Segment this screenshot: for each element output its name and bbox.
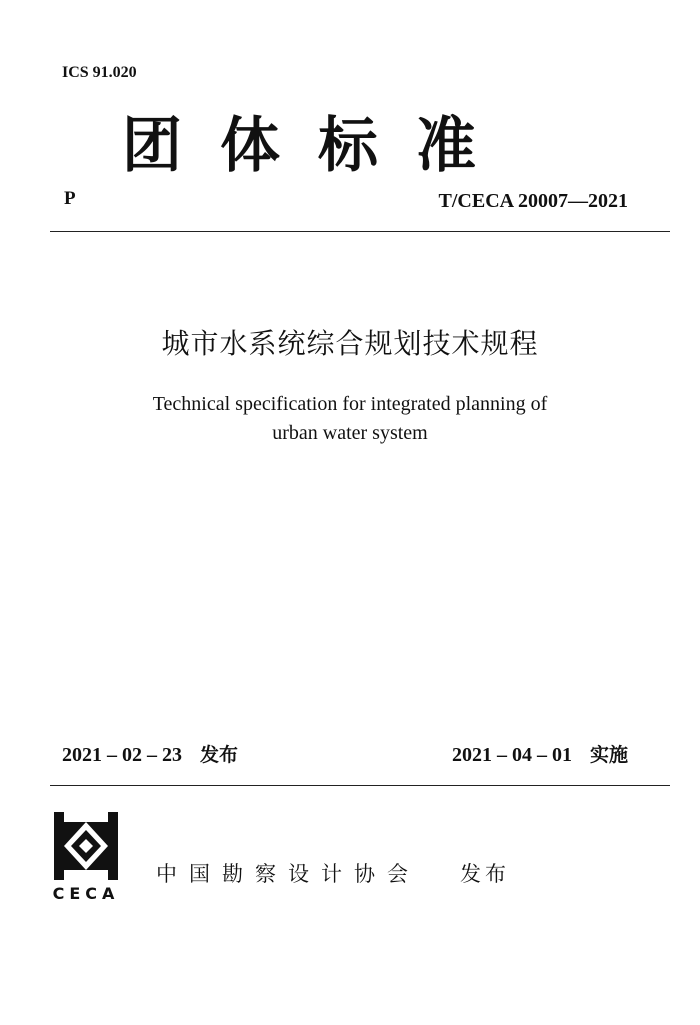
- english-title-line-1: Technical specification for integrated planning of: [152, 393, 548, 415]
- document-title-chinese: 城市水系统综合规划技术规程: [161, 327, 539, 360]
- implementation-date: 2021 – 04 – 01: [451, 744, 572, 766]
- publisher-action-label: 发布: [460, 862, 510, 886]
- top-divider: [50, 231, 670, 232]
- ics-code: ICS 91.020: [62, 64, 137, 81]
- category-code: P: [64, 188, 76, 209]
- standard-number: T/CECA 20007—2021: [438, 190, 628, 212]
- bottom-divider: [50, 785, 670, 786]
- english-title-line-2: urban water system: [272, 422, 428, 444]
- implementation-label: 实施: [589, 744, 628, 766]
- issue-date-row: [62, 740, 238, 767]
- publisher-name: 中国勘察设计协会: [156, 862, 420, 886]
- issue-label: 发布: [200, 744, 239, 766]
- document-title-english: [0, 390, 700, 448]
- logo-lettering: CECA: [52, 884, 120, 903]
- issue-date: 2021 – 02 – 23: [62, 744, 182, 766]
- standard-type-title: 团体标准: [122, 111, 514, 181]
- implementation-date-row: [452, 740, 628, 767]
